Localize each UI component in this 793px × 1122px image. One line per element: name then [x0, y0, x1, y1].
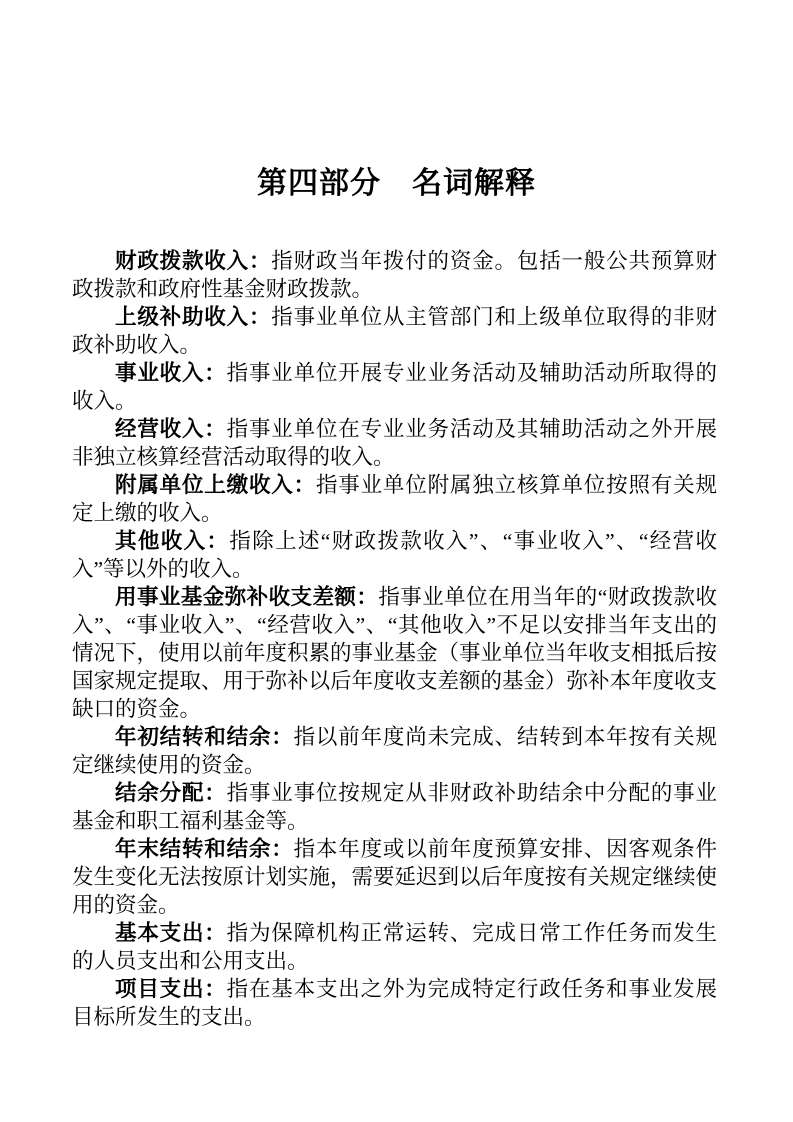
term-definition: 指事业单位在专业业务活动及其辅助活动之外开展非独立核算经营活动取得的收入。: [72, 417, 717, 469]
term-definition: 指为保障机构正常运转、完成日常工作任务而发生的人员支出和公用支出。: [72, 921, 717, 973]
term-label: 财政拨款收入：: [115, 249, 272, 273]
term-definition: 指本年度或以前年度预算安排、因客观条件发生变化无法按原计划实施，需要延迟到以后年度按有关规定继续使用的资金。: [72, 837, 718, 917]
term-definition: 指事业单位附属独立核算单位按照有关规定上缴的收入。: [72, 473, 717, 525]
term-definition: 指除上述“财政拨款收入”、“事业收入”、“经营收入”等以外的收入。: [72, 529, 717, 581]
term-label: 结余分配：: [115, 781, 227, 805]
glossary-entry: [72, 723, 717, 779]
glossary-entry: [72, 303, 717, 359]
term-definition: 指事业单位从主管部门和上级单位取得的非财政补助收入。: [72, 305, 717, 357]
glossary-entry: [72, 919, 717, 975]
glossary-entry: [72, 415, 717, 471]
term-label: 年末结转和结余：: [115, 837, 294, 861]
term-label: 其他收入：: [115, 529, 230, 553]
term-label: 附属单位上缴收入：: [115, 473, 316, 497]
term-definition: 指事业单位在用当年的“财政拨款收入”、“事业收入”、“经营收入”、“其他收入”不足以安排当年支出的情况下，使用以前年度积累的事业基金（事业单位当年收支相抵后按国家规定提取、用于弥补以后年度收支差额的基金）弥补本年度收支缺口的资金。: [72, 585, 718, 721]
glossary-entry: [72, 583, 717, 723]
glossary-entry: [72, 471, 717, 527]
glossary-entry: [72, 247, 717, 303]
glossary-entry: [72, 359, 717, 415]
term-label: 基本支出：: [115, 921, 227, 945]
term-definition: 指财政当年拨付的资金。包括一般公共预算财政拨款和政府性基金财政拨款。: [72, 249, 717, 301]
term-definition: 指事业单位开展专业业务活动及辅助活动所取得的收入。: [72, 361, 717, 413]
term-label: 项目支出：: [115, 977, 227, 1001]
glossary-entry: [72, 835, 717, 919]
term-label: 用事业基金弥补收支差额：: [115, 585, 379, 609]
term-definition: 指事业事位按规定从非财政补助结余中分配的事业基金和职工福利基金等。: [72, 781, 717, 833]
term-label: 上级补助收入：: [115, 305, 272, 329]
term-label: 年初结转和结余：: [115, 725, 294, 749]
term-definition: 指以前年度尚未完成、结转到本年按有关规定继续使用的资金。: [72, 725, 717, 777]
term-label: 事业收入：: [115, 361, 227, 385]
glossary-entry: [72, 975, 717, 1031]
glossary-entry: [72, 779, 717, 835]
glossary-entry: [72, 527, 717, 583]
term-label: 经营收入：: [115, 417, 227, 441]
glossary-section: [0, 247, 717, 1031]
term-definition: 指在基本支出之外为完成特定行政任务和事业发展目标所发生的支出。: [72, 977, 717, 1029]
page-title: 第四部分 名词解释: [257, 167, 536, 200]
